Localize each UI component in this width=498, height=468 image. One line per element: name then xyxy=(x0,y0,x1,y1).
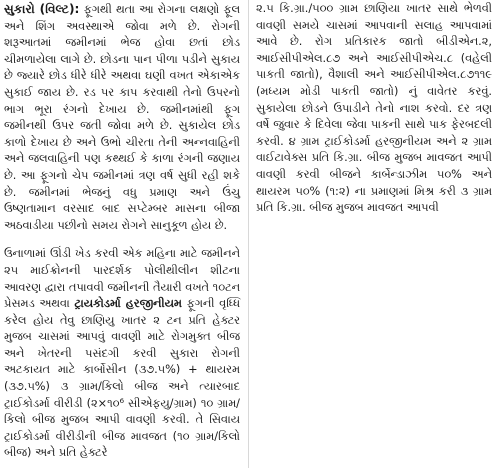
paragraph-wilt-control xyxy=(4,246,240,462)
paragraph-text: ઉનાળામાં ઊંડી ખેડ કરવી એક મહિના માટે જમીનને ૨૫ માઈક્રોનની પારદર્શક પોલીથીલીન શીટના આવરણ દ્વારા તપાવવી જમીનની તૈયારી વખતે ૧૦ટન પ્રેસમડ અથવા xyxy=(4,247,240,311)
paragraph-wilt-resistant-varieties: ૨.૫ કિ.ગ્રા./૫૦૦ ગ્રામ છાણિયા ખાતર સાથે ભેળવી વાવણી સમયે ચાસમાં આપવાની સલાહ આપવામાં આવે છે. રોગ પ્રતિકારક જાતો બીડીએન.૨, આઈસીપીએલ.૮૭ અને આઈસીપીએચ.૮ (વહેલી પાકતી જાતો), વૈશાલી અને આઈસીપીએલ.૮૭૧૧૯ (મધ્યમ મોડી પાકતી જાતો) નું વાવેતર કરવું. સુકાયેલા છોડને ઉપાડીને તેનો નાશ કરવો. દર ત્રણ વર્ષે જુવાર કે દિવેલા જેવા પાકની સાથે પાક ફેરબદલી કરવી. ૪ ગ્રામ ટ્રાઈકોડર્મા હરજીનીયમ અને ૨ ગ્રામ વાઈટાવેક્સ પ્રતિ કિ.ગ્રા. બીજ મુજબ માવજત આપી વાવણી કરવી બીજને કાર્બેન્ડાઝીમ ૫૦% અને થાયરમ ૫૦% (૧:૨) ના પ્રમાણમાં મિશ્ર કરી ૩ ગ્રામ પ્રતિ કિ.ગ્રા. બીજ મુજબ માવજત આપવી xyxy=(256,2,492,215)
right-column xyxy=(256,1,492,217)
paragraph-wilt-symptoms xyxy=(4,1,240,234)
paragraph-text: ફૂગથી થતા આ રોગના લક્ષણો ફૂલ અને શિંગ અવસ્થાએ જોવા મળે છે. રોગની શરૂઆતમાં જમીનમાં ભેજ હોવા છતાં છોડ ચીમળાયેલા લાગે છે. છોડના પાન પીળા પડીને સુકાય છે જ્યારે છોડ ધીરે ધીરે અથવા ઘણી વખત એકાએક સુકાઈ જાય છે. રડ પર કાપ કરવાથી તેનો ઉપરનો ભાગ ભૂરા રંગનો દેખાય છે. જમીનમાંથી ફૂગ જમીનથી ઉપર જતી જોવા મળે છે. સુકાયેલ છોડ કાળો દેખાય છે અને ઉભો ચીરતા તેની અન્નવાહિની અને જલવાહિની પણ કથ્થઈ કે કાળા રંગની જણાય છે. આ ફૂગનો ચેપ જમીનમાં ત્રણ વર્ષ સુધી રહી શકે છે. જમીનમાં ભેજનું વધુ પ્રમાણ અને ઉંચુ ઉષ્ણતામાન વરસાદ બાદ સપ્ટેમ્બર માસના બીજા અઠવાડીયા પછીનો સમય રોગને સાનુકૂળ હોય છે. xyxy=(4,3,241,232)
highlighted-term: ટ્રાયકોડર્મા હરજીનીયમ xyxy=(74,297,182,311)
column-divider xyxy=(248,0,249,468)
left-column xyxy=(4,1,240,462)
section-heading: સુકારો (વિલ્ટ): xyxy=(4,2,80,16)
paragraph-text: ફૂગની વૃધ્ધિ કરેલ હોય તેવુ છાણિયુ ખાતર ૨ ટન પ્રતિ હેક્ટર મુજબ ચાસમાં આપવું વાવણી માટે રોગમુક્ત બીજ અને ખેતરની પસંદગી કરવી સુકારા રોગની અટકાયત માટે કાર્બોસીન (૩૭.૫%) + થાયરમ (૩૭.૫%) ૩ ગ્રામ/કિલો બીજ અને ત્યારબાદ ટ્રાઈકોડર્મા વીરીડી (૨×૧૦⁶ સીએફયુ/ગ્રામ) ૧૦ ગ્રામ/કિલો બીજ મુજબ આપી વાવણી કરવી. તે સિવાય ટ્રાઈકોડર્મા વીરીડીની બીજ માવજત (૧૦ ગ્રામ/કિલો બીજ) અને પ્રતિ હેક્ટરે xyxy=(4,297,241,460)
